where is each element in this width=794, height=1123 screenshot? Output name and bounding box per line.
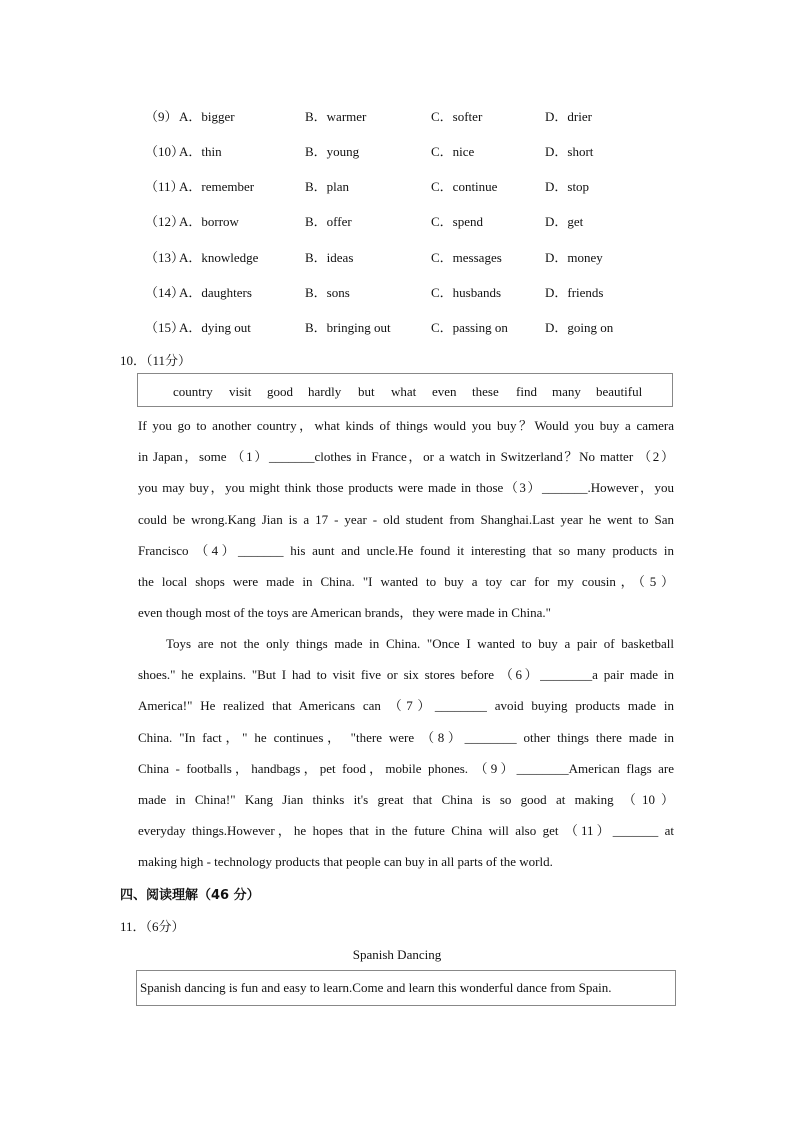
option-d: D．friends [545,285,604,300]
option-c: C．spend [431,214,484,229]
text-line: China - footballs，handbags，pet food，mobile phones. （9）________American flags are [138,760,674,776]
choice-number: （14） [145,285,185,300]
passage-box: Spanish dancing is fun and easy to learn.Come and learn this wonderful dance from Spain. [136,970,676,1006]
word-bank-item: but [358,384,375,399]
option-d: D．going on [545,320,614,335]
word-bank-item: many [552,384,581,399]
text-line: Toys are not the only things made in China. "Once I wanted to buy a pair of basketball [166,636,674,651]
cloze-paragraph-2 [138,628,674,878]
option-b: B．ideas [305,250,354,265]
cloze-paragraph-1 [138,410,674,628]
option-c: C．messages [431,250,502,265]
word-bank-box [137,373,673,407]
option-c: C．continue [431,179,498,194]
choice-number: （15） [145,320,185,335]
option-a: A．remember [179,179,255,194]
choice-row [145,317,665,337]
option-d: D．get [545,214,584,229]
option-b: B．young [305,144,360,159]
text-line: America!" He realized that Americans can （7）________ avoid buying products made in [138,698,674,714]
option-d: D．stop [545,179,590,194]
choice-number: （11） [145,179,184,194]
option-b: B．sons [305,285,350,300]
word-bank-item: hardly [308,384,342,399]
option-b: B．warmer [305,109,367,124]
question-10-header: 10．（11分） [120,353,192,368]
word-bank-item: what [391,384,417,399]
option-c: C．husbands [431,285,502,300]
option-d: D．drier [545,109,592,124]
text-line: Francisco （4）_______ his aunt and uncle.He found it interesting that so many products in [138,542,674,558]
choice-number: （12） [145,214,185,229]
option-c: C．passing on [431,320,508,335]
text-line: in Japan，some （1）_______clothes in France，or a watch in Switzerland？No matter （2） [138,449,674,465]
option-b: B．bringing out [305,320,391,335]
text-line: even though most of the toys are American brands，they were made in China." [138,605,551,621]
choice-row [145,247,665,267]
word-bank-item: country [173,384,213,399]
text-line: everyday things.However，he hopes that in the future China will also get （11）_______ at [138,823,674,839]
option-c: C．softer [431,109,483,124]
choice-row [145,141,665,161]
passage-title: Spanish Dancing [352,947,442,962]
option-c: C．nice [431,144,475,159]
option-a: A．daughters [179,285,252,300]
option-d: D．money [545,250,603,265]
option-a: A．borrow [179,214,239,229]
choice-row [145,211,665,231]
word-bank-item: these [472,384,499,399]
text-line: made in China!" Kang Jian thinks it's great that China is so good at making （10） [138,791,674,807]
option-b: B．plan [305,179,350,194]
word-bank-item: find [516,384,537,399]
section-title: 四、阅读理解（46 分） [120,888,260,903]
option-a: A．thin [179,144,222,159]
word-bank-item: good [267,384,293,399]
question-11-header: 11．（6分） [120,919,185,934]
word-bank-item: even [432,384,457,399]
option-d: D．short [545,144,594,159]
text-line: could be wrong.Kang Jian is a 17 - year - old student from Shanghai.Last year he went to San [138,511,674,527]
choice-row [145,176,665,196]
choice-number: （10） [145,144,185,159]
option-b: B．offer [305,214,352,229]
choice-row [145,282,665,302]
choice-number: （13） [145,250,185,265]
text-line: shoes." he explains. "But I had to visit five or six stores before （6）________a pair made in [138,667,674,683]
option-a: A．bigger [179,109,235,124]
choice-number: （9） [145,109,178,124]
word-bank-item: beautiful [596,384,643,399]
text-line: China. "In fact，" he continues， "there were （8）________ other things there made in [138,729,674,745]
choice-row [145,106,665,126]
text-line: you may buy，you might think those products were made in those（3）_______.However，you [138,480,674,496]
text-line: making high - technology products that people can buy in all parts of the world. [138,854,553,870]
option-a: A．knowledge [179,250,259,265]
text-line: the local shops were made in China. "I wanted to buy a toy car for my cousin，（5） [138,573,674,589]
option-a: A．dying out [179,320,251,335]
word-bank-item: visit [229,384,252,399]
text-line: If you go to another country，what kinds of things would you buy？Would you buy a camera [138,418,674,433]
